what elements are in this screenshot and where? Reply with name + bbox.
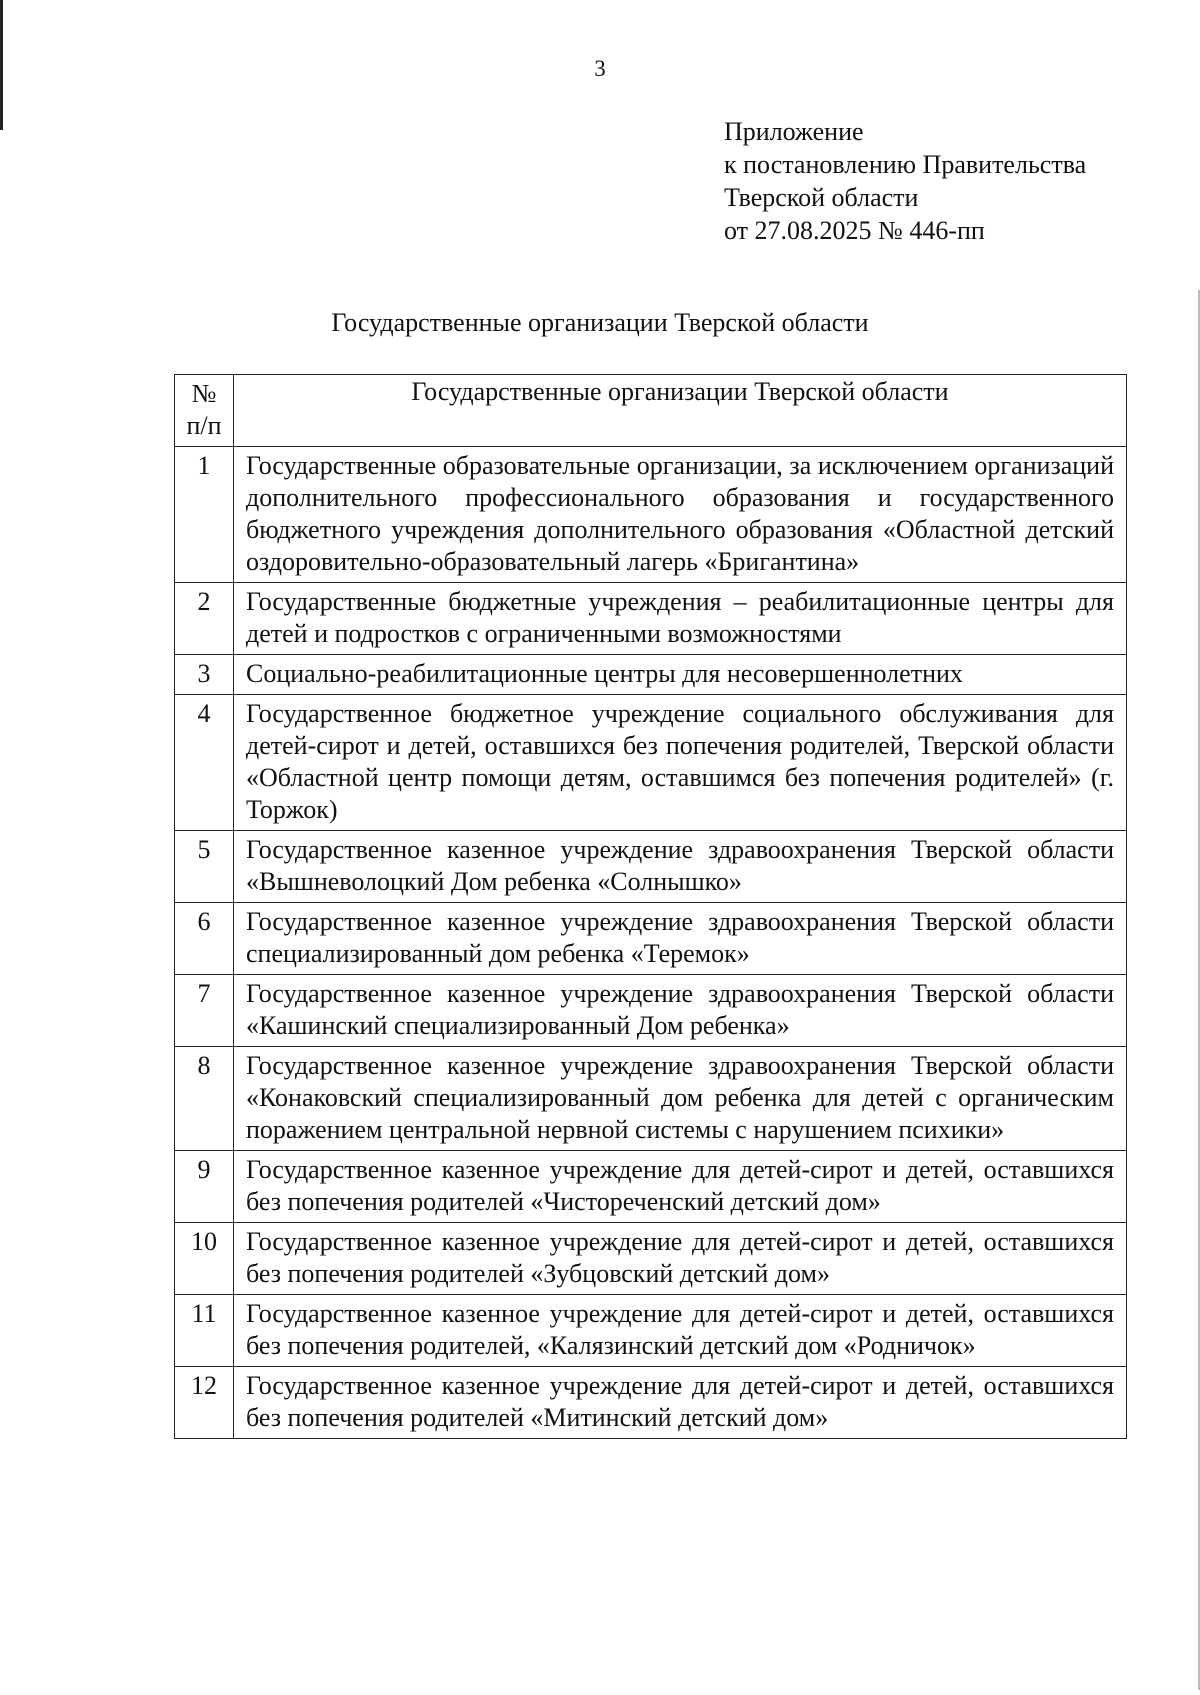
row-number: 3 — [175, 655, 234, 695]
row-number: 7 — [175, 975, 234, 1047]
appendix-line-2: к постановлению Правительства — [724, 150, 1087, 179]
row-number: 5 — [175, 831, 234, 903]
table-row — [175, 695, 1127, 831]
row-number: 11 — [175, 1295, 234, 1367]
table-row — [175, 903, 1127, 975]
table-row — [175, 583, 1127, 655]
row-number: 6 — [175, 903, 234, 975]
appendix-line-1: Приложение — [724, 117, 864, 146]
appendix-line-3: Тверской области — [724, 183, 919, 212]
row-number: 2 — [175, 583, 234, 655]
table-row — [175, 975, 1127, 1047]
row-number: 8 — [175, 1047, 234, 1151]
table-row — [175, 655, 1127, 695]
organization-name: Государственное казенное учреждение здравоохранения Тверской области специализированный дом ребенка «Теремок» — [234, 903, 1127, 975]
table-row — [175, 1295, 1127, 1367]
page-number: 3 — [594, 56, 606, 81]
header-number — [175, 375, 234, 447]
appendix-block — [724, 115, 1086, 247]
table-header-row — [175, 375, 1127, 447]
organization-name: Государственное казенное учреждение здравоохранения Тверской области «Вышневолоцкий Дом ребенка «Солнышко» — [234, 831, 1127, 903]
organization-name: Государственное казенное учреждение для детей-сирот и детей, оставшихся без попечения родителей, «Калязинский детский дом «Родничок» — [234, 1295, 1127, 1367]
appendix-line-4: от 27.08.2025 № 446-пп — [724, 216, 985, 245]
organization-name: Государственное казенное учреждение для детей-сирот и детей, оставшихся без попечения родителей «Митинский детский дом» — [234, 1367, 1127, 1439]
table-row — [175, 1047, 1127, 1151]
organization-name: Государственные бюджетные учреждения – реабилитационные центры для детей и подростков с ограниченными возможностями — [234, 583, 1127, 655]
table-row — [175, 831, 1127, 903]
row-number: 10 — [175, 1223, 234, 1295]
header-number-abbr: п/п — [186, 411, 222, 440]
organization-name: Государственные образовательные организации, за исключением организаций дополнительного профессионального образования и государственного бюджетного учреждения дополнительного образования «Областной детский оздоровительно-образовательный лагерь «Бригантина» — [234, 447, 1127, 583]
table-row — [175, 1151, 1127, 1223]
table-body — [175, 447, 1127, 1439]
row-number: 12 — [175, 1367, 234, 1439]
organization-name: Государственное казенное учреждение здравоохранения Тверской области «Конаковский специализированный дом ребенка для детей с органическим поражением центральной нервной системы с нарушением психики» — [234, 1047, 1127, 1151]
organization-name: Государственное казенное учреждение здравоохранения Тверской области «Кашинский специализированный Дом ребенка» — [234, 975, 1127, 1047]
organization-name: Государственное бюджетное учреждение социального обслуживания для детей-сирот и детей, оставшихся без попечения родителей, Тверской области «Областной центр помощи детям, оставшимся без попечения родителей» (г. Торжок) — [234, 695, 1127, 831]
organization-name: Социально-реабилитационные центры для несовершеннолетних — [234, 655, 1127, 695]
row-number: 9 — [175, 1151, 234, 1223]
row-number: 4 — [175, 695, 234, 831]
organization-name: Государственное казенное учреждение для детей-сирот и детей, оставшихся без попечения родителей «Зубцовский детский дом» — [234, 1223, 1127, 1295]
header-name: Государственные организации Тверской области — [234, 375, 1127, 447]
table-row — [175, 1367, 1127, 1439]
organizations-table — [174, 374, 1127, 1439]
header-number-symbol: № — [191, 379, 217, 408]
document-title: Государственные организации Тверской области — [331, 308, 869, 337]
table-row — [175, 1223, 1127, 1295]
organization-name: Государственное казенное учреждение для детей-сирот и детей, оставшихся без попечения родителей «Чистореченский детский дом» — [234, 1151, 1127, 1223]
row-number: 1 — [175, 447, 234, 583]
table-row — [175, 447, 1127, 583]
